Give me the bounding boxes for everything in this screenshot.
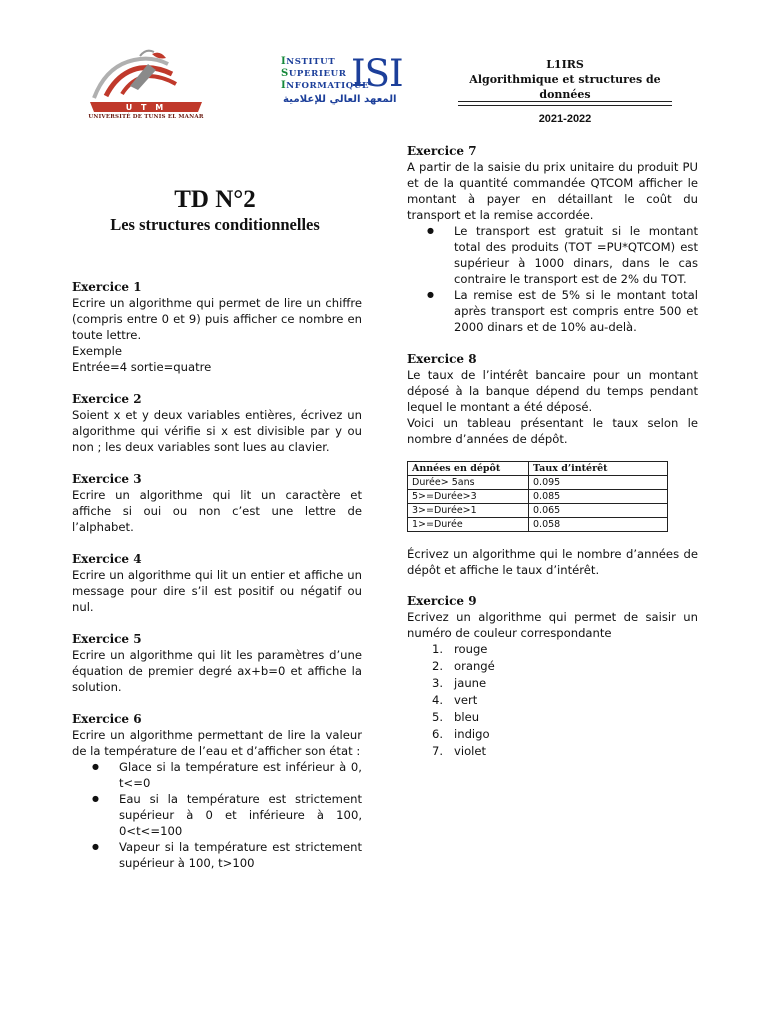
list-item: 6. indigo (432, 727, 490, 741)
table-row (408, 476, 668, 490)
table-cell: 1>=Durée (408, 518, 529, 532)
color-list (407, 641, 698, 760)
left-column (72, 279, 362, 887)
state-list (72, 759, 362, 871)
exercise-text: Ecrire un algorithme qui lit un entier et affiche un message pour dire s’il est positif ou négatif ou nul. (72, 568, 362, 614)
column-header: Années en dépôt (408, 462, 529, 476)
list-item: ● La remise est de 5% si le montant total après transport est compris entre 500 et 2000 dinars et de 10% au-delà. (454, 287, 698, 335)
utm-emblem-icon (86, 46, 206, 124)
list-item: 2. orangé (432, 659, 495, 673)
isi-arabic-name: المعهد العالي للإعلامية (283, 94, 397, 105)
exercise-text: Écrivez un algorithme qui le nombre d’années de dépôt et affiche le taux d’intérêt. (407, 547, 698, 577)
list-item: ● Vapeur si la température est strictement supérieur à 100, t>100 (119, 839, 362, 871)
exercise-title: Exercice 1 (72, 280, 142, 294)
exercise-4 (72, 551, 362, 615)
exercise-title: Exercice 5 (72, 632, 142, 646)
exercise-text: Ecrire un algorithme permettant de lire la valeur de la température de l’eau et d’afficher son état : (72, 728, 362, 758)
exercise-text: Le taux de l’intérêt bancaire pour un montant déposé à la banque dépend du temps pendant lequel le montant a été déposé. (407, 368, 698, 414)
table-cell: Durée> 5ans (408, 476, 529, 490)
exercise-text: Ecrire un algorithme qui lit un caractère et affiche si oui ou non c’est une lettre de l’alphabet. (72, 488, 362, 534)
exercise-title: Exercice 4 (72, 552, 142, 566)
exercise-text: Voici un tableau présentant le taux selon le nombre d’années de dépôt. (407, 416, 698, 446)
list-item: ● Le transport est gratuit si le montant total des produits (TOT =PU*QTCOM) est supérieur à 1000 dinars, dans le cas contraire le transport est de 2% du TOT. (454, 223, 698, 287)
table-cell: 5>=Durée>3 (408, 490, 529, 504)
list-item: 3. jaune (432, 676, 487, 690)
interest-rate-table (407, 461, 668, 532)
exercise-text: Exemple (72, 344, 122, 358)
exercise-8 (407, 351, 698, 578)
exercise-text: Ecrire un algorithme qui lit les paramètres d’une équation de premier degré ax+b=0 et affiche la solution. (72, 648, 362, 694)
exercise-title: Exercice 7 (407, 144, 477, 158)
right-column (407, 143, 698, 776)
exercise-title: Exercice 6 (72, 712, 142, 726)
program-label: L1IRS (546, 58, 584, 71)
header-divider (458, 101, 672, 106)
course-header (454, 57, 676, 102)
exercise-text: Ecrire un algorithme qui permet de lire un chiffre (compris entre 0 et 9) puis afficher ce nombre en toute lettre. (72, 296, 362, 342)
isi-acronym: ISI (351, 52, 403, 95)
column-header: Taux d’intérêt (529, 462, 668, 476)
exercise-title: Exercice 9 (407, 594, 477, 608)
exercise-title: Exercice 8 (407, 352, 477, 366)
table-row (408, 490, 668, 504)
exercise-1 (72, 279, 362, 375)
table-cell: 0.085 (529, 490, 668, 504)
list-item: ● Glace si la température est inférieur à 0, t<=0 (119, 759, 362, 791)
exercise-5 (72, 631, 362, 695)
exercise-text: Ecrivez un algorithme qui permet de saisir un numéro de couleur correspondante (407, 610, 698, 640)
isi-latin-name (281, 56, 370, 92)
table-row (408, 518, 668, 532)
utm-letters: U T M (125, 103, 167, 112)
academic-year: 2021-2022 (538, 113, 592, 125)
isi-line-1: INSTITUT (281, 56, 336, 67)
utm-logo (86, 46, 206, 124)
utm-caption: UNIVERSITÉ DE TUNIS EL MANAR (88, 114, 204, 120)
table-cell: 0.065 (529, 504, 668, 518)
list-item: 5. bleu (432, 710, 480, 724)
list-item: 4. vert (432, 693, 478, 707)
table-cell: 0.095 (529, 476, 668, 490)
exercise-6 (72, 711, 362, 871)
exercise-title: Exercice 2 (72, 392, 142, 406)
exercise-7 (407, 143, 698, 335)
list-item: ● Eau si la température est strictement supérieur à 0 et inférieure à 100, 0<t<=100 (119, 791, 362, 839)
exercise-title: Exercice 3 (72, 472, 142, 486)
exercise-text: Entrée=4 sortie=quatre (72, 360, 212, 374)
exercise-text: A partir de la saisie du prix unitaire du produit PU et de la quantité commandée QTCOM afficher le montant à payer en détaillant le coût du transport et la remise accordée. (407, 160, 698, 222)
exercise-2 (72, 391, 362, 455)
table-header-row (408, 462, 668, 476)
isi-line-2: SUPERIEUR (281, 68, 347, 79)
table-cell: 0.058 (529, 518, 668, 532)
page-subtitle: Les structures conditionnelles (110, 215, 320, 234)
isi-logo (281, 52, 403, 112)
table-cell: 3>=Durée>1 (408, 504, 529, 518)
course-name: Algorithmique et structures de données (469, 73, 661, 101)
list-item: 7. violet (432, 744, 487, 758)
exercise-9 (407, 593, 698, 760)
table-row (408, 504, 668, 518)
exercise-text: Soient x et y deux variables entières, écrivez un algorithme qui vérifie si x est divisible par y ou non ; les deux variables sont lues au clavier. (72, 408, 362, 454)
rules-list (407, 223, 698, 335)
list-item: 1. rouge (432, 642, 488, 656)
exercise-3 (72, 471, 362, 535)
isi-line-3: INFORMATIQUE (281, 80, 370, 91)
page-title: TD N°2 (174, 186, 256, 213)
